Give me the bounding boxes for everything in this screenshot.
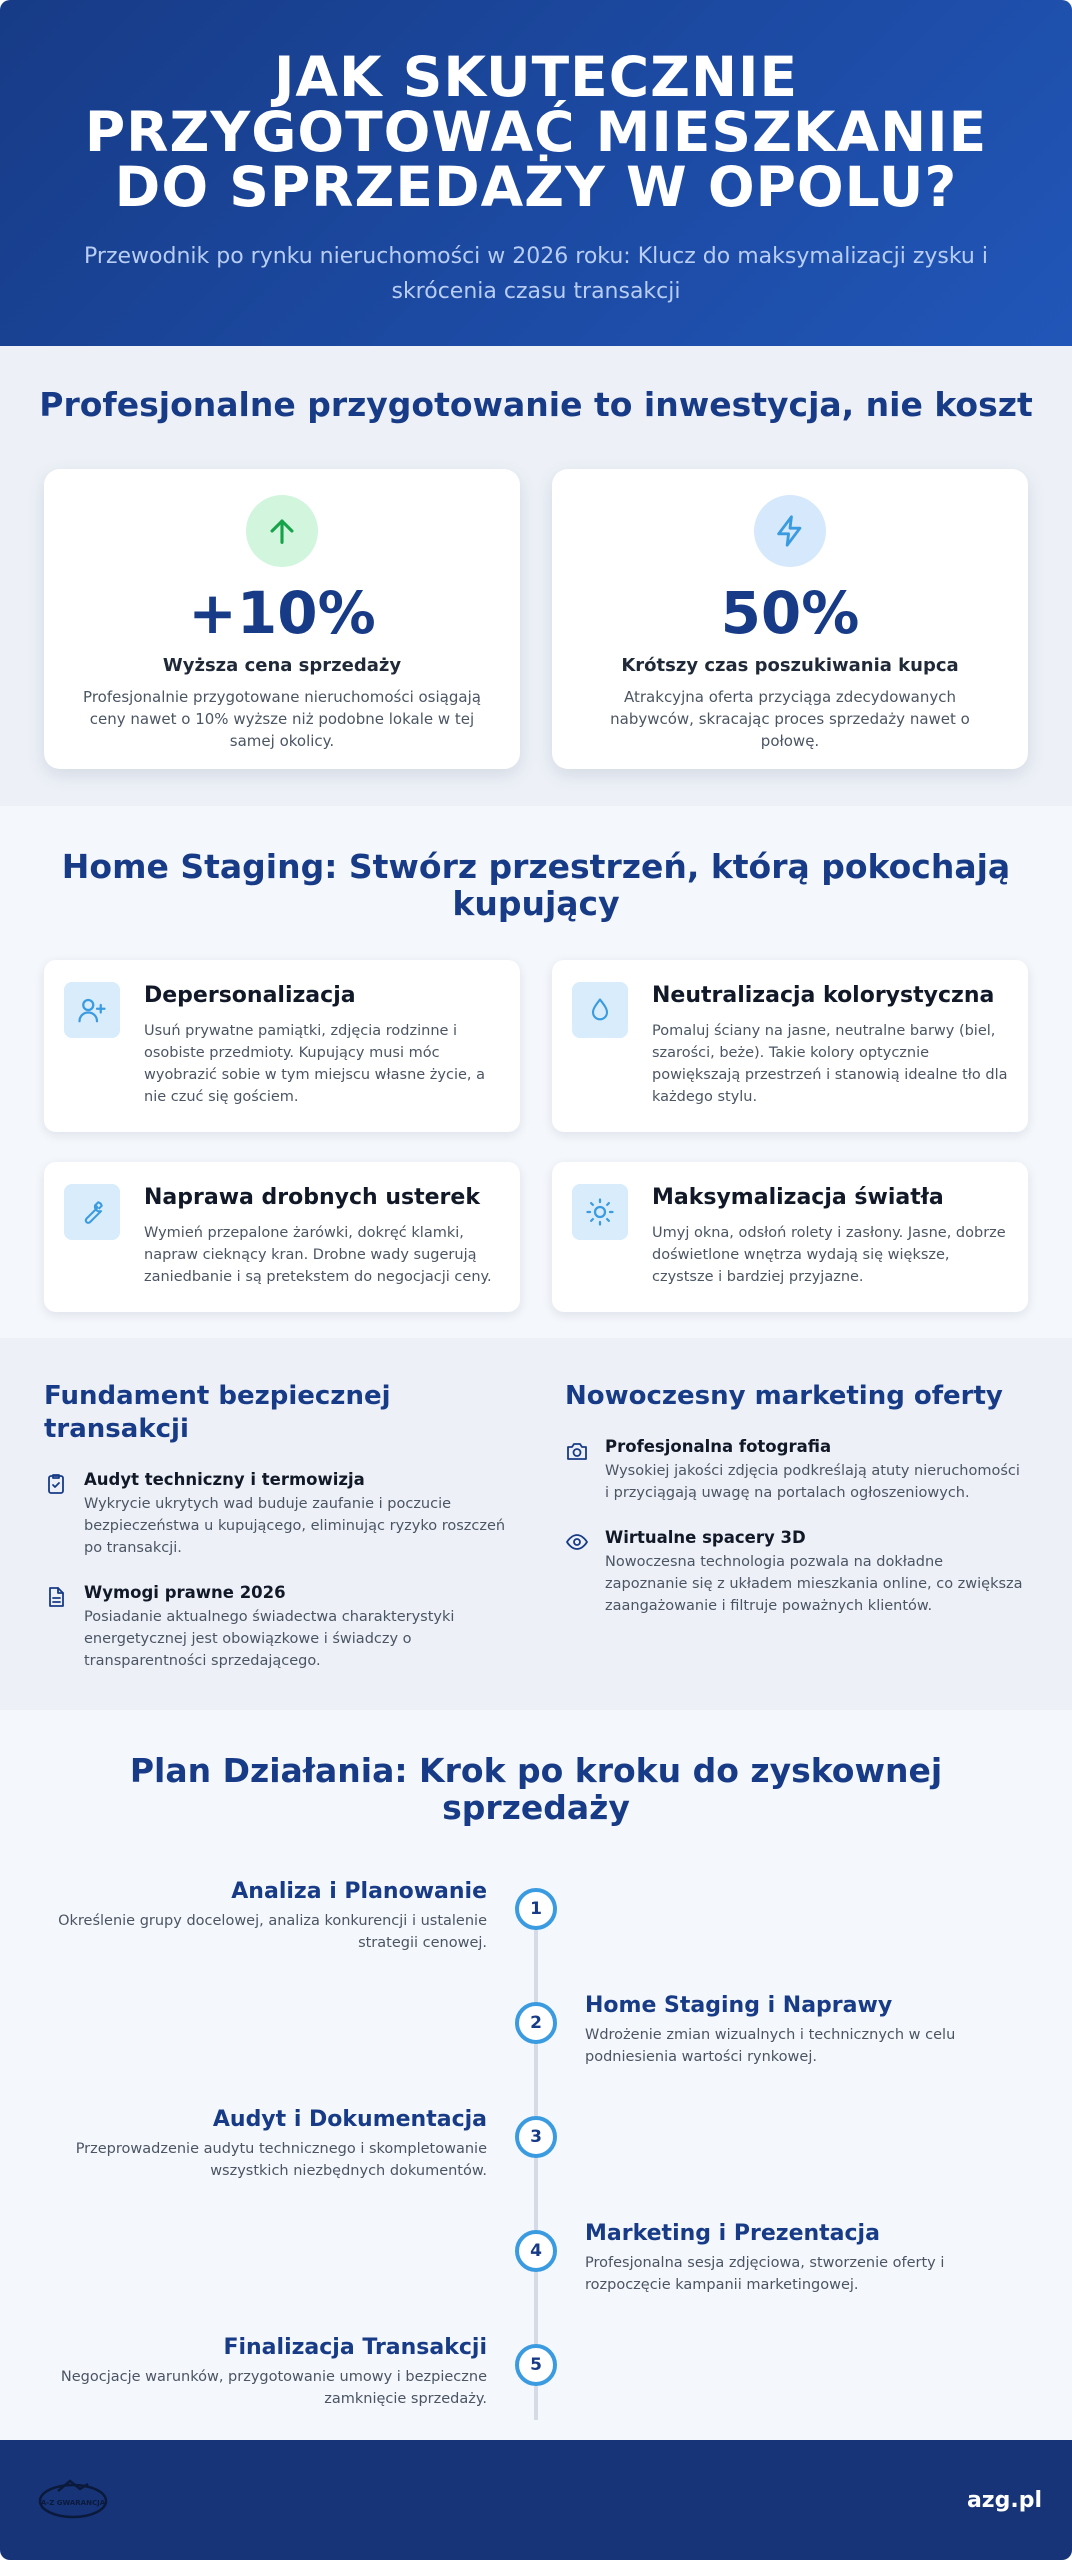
investment-title: Profesjonalne przygotowanie to inwestycja, nie koszt xyxy=(39,385,1033,424)
plan-title: Plan Działania: Krok po kroku do zyskownej sprzedaży xyxy=(129,1751,943,1827)
stat-description: Profesjonalnie przygotowane nieruchomości osiągają ceny nawet o 10% wyższe niż podobne lokale w tej samej okolicy. xyxy=(83,688,481,750)
foundation-column xyxy=(44,1380,507,1710)
feature-title: Profesjonalna fotografia xyxy=(605,1437,832,1456)
droplet-icon xyxy=(572,982,628,1038)
marketing-column xyxy=(565,1380,1028,1710)
step-title: Finalizacja Transakcji xyxy=(223,2335,487,2360)
tip-card-colors xyxy=(552,960,1028,1132)
company-logo xyxy=(36,2475,110,2525)
arrow-up-icon xyxy=(246,495,318,567)
tip-title: Depersonalizacja xyxy=(144,983,356,1008)
step-title: Home Staging i Naprawy xyxy=(585,1993,893,2018)
footer xyxy=(0,2440,1072,2560)
foundation-marketing-section xyxy=(0,1338,1072,1710)
timeline-step xyxy=(0,1992,1072,2092)
hero-header xyxy=(0,0,1072,346)
step-title: Marketing i Prezentacja xyxy=(585,2221,880,2246)
tip-card-repairs xyxy=(44,1162,520,1312)
svg-text:A-Z GWARANCJA: A-Z GWARANCJA xyxy=(40,2499,106,2507)
step-description: Określenie grupy docelowej, analiza konkurencji i ustalenie strategii cenowej. xyxy=(58,1913,487,1951)
step-description: Przeprowadzenie audytu technicznego i skompletowanie wszystkich niezbędnych dokumentów. xyxy=(75,2141,487,2179)
step-number: 2 xyxy=(515,2002,557,2044)
feature-description: Posiadanie aktualnego świadectwa charakterystyki energetycznej jest obowiązkowe i świadczy o transparentności sprzedającego. xyxy=(84,1609,455,1669)
tip-title: Naprawa drobnych usterek xyxy=(144,1185,480,1210)
feature-title: Audyt techniczny i termowizja xyxy=(84,1470,365,1489)
tip-description: Usuń prywatne pamiątki, zdjęcia rodzinne i osobiste przedmioty. Kupujący musi móc wyobrazić sobie w tym miejscu własne życie, a nie czuć się gościem. xyxy=(144,1023,486,1105)
clipboard-check-icon xyxy=(44,1470,70,1559)
step-number: 1 xyxy=(515,1888,557,1930)
sun-icon xyxy=(572,1184,628,1240)
stat-card-time xyxy=(552,469,1028,769)
timeline-step xyxy=(0,2106,1072,2206)
tip-description: Pomaluj ściany na jasne, neutralne barwy (biel, szarości, beże). Takie kolory optycznie powiększają przestrzeń i stanowią idealne tło dla każdego stylu. xyxy=(652,1023,1008,1105)
website-link[interactable]: azg.pl xyxy=(966,2487,1042,2513)
step-title: Analiza i Planowanie xyxy=(231,1879,487,1904)
user-plus-icon xyxy=(64,982,120,1038)
camera-icon xyxy=(565,1437,591,1504)
tip-description: Umyj okna, odsłoń rolety i zasłony. Jasne, dobrze doświetlone wnętrza wydają się większe, czystsze i bardziej przyjazne. xyxy=(652,1225,1006,1285)
step-number: 4 xyxy=(515,2230,557,2272)
step-title: Audyt i Dokumentacja xyxy=(212,2107,487,2132)
feature-item xyxy=(565,1528,1028,1617)
stat-value: 50% xyxy=(720,579,860,647)
timeline-step xyxy=(0,1878,1072,1978)
feature-description: Wysokiej jakości zdjęcia podkreślają atuty nieruchomości i przyciągają uwagę na portalach ogłoszeniowych. xyxy=(605,1463,1020,1501)
feature-title: Wirtualne spacery 3D xyxy=(605,1528,806,1547)
tip-card-depersonalization xyxy=(44,960,520,1132)
feature-item xyxy=(565,1437,1028,1504)
feature-item xyxy=(44,1583,507,1672)
timeline-step xyxy=(0,2334,1072,2434)
stat-value: +10% xyxy=(188,579,376,647)
step-number: 3 xyxy=(515,2116,557,2158)
marketing-title: Nowoczesny marketing oferty xyxy=(565,1381,1003,1411)
feature-item xyxy=(44,1470,507,1559)
document-icon xyxy=(44,1583,70,1672)
feature-description: Wykrycie ukrytych wad buduje zaufanie i poczucie bezpieczeństwa u kupującego, eliminując ryzyko roszczeń po transakcji. xyxy=(84,1496,506,1556)
feature-description: Nowoczesna technologia pozwala na dokładne zapoznanie się z układem mieszkania online, co zwiększa zaangażowanie i filtruje poważnych klientów. xyxy=(605,1554,1023,1614)
stat-label: Wyższa cena sprzedaży xyxy=(162,655,402,676)
stat-description: Atrakcyjna oferta przyciąga zdecydowanych nabywców, skracając proces sprzedaży nawet o połowę. xyxy=(610,688,970,750)
wrench-icon xyxy=(64,1184,120,1240)
step-description: Wdrożenie zmian wizualnych i technicznych w celu podniesienia wartości rynkowej. xyxy=(585,2027,956,2065)
eye-icon xyxy=(565,1528,591,1617)
investment-section xyxy=(0,346,1072,806)
page-subtitle: Przewodnik po rynku nieruchomości w 2026 roku: Klucz do maksymalizacji zysku i skrócenia czasu transakcji xyxy=(84,244,988,304)
tip-card-light xyxy=(552,1162,1028,1312)
step-number: 5 xyxy=(515,2344,557,2386)
lightning-icon xyxy=(754,495,826,567)
stat-label: Krótszy czas poszukiwania kupca xyxy=(621,655,959,676)
staging-title: Home Staging: Stwórz przestrzeń, którą pokochają kupujący xyxy=(61,847,1011,923)
tip-title: Neutralizacja kolorystyczna xyxy=(652,983,995,1008)
step-description: Negocjacje warunków, przygotowanie umowy i bezpieczne zamknięcie sprzedaży. xyxy=(60,2369,487,2407)
timeline-step xyxy=(0,2220,1072,2320)
foundation-title: Fundament bezpiecznej transakcji xyxy=(44,1381,391,1444)
tip-description: Wymień przepalone żarówki, dokręć klamki, napraw cieknący kran. Drobne wady sugerują zaniedbanie i są pretekstem do negocjacji ceny. xyxy=(144,1225,492,1285)
tip-title: Maksymalizacja światła xyxy=(652,1185,944,1210)
plan-section xyxy=(0,1710,1072,2440)
feature-title: Wymogi prawne 2026 xyxy=(84,1583,286,1602)
stat-card-price xyxy=(44,469,520,769)
page-title: JAK SKUTECZNIE PRZYGOTOWAĆ MIESZKANIE DO SPRZEDAŻY W OPOLU? xyxy=(84,45,988,219)
step-description: Profesjonalna sesja zdjęciowa, stworzenie oferty i rozpoczęcie kampanii marketingowej. xyxy=(585,2255,945,2293)
staging-section xyxy=(0,806,1072,1338)
